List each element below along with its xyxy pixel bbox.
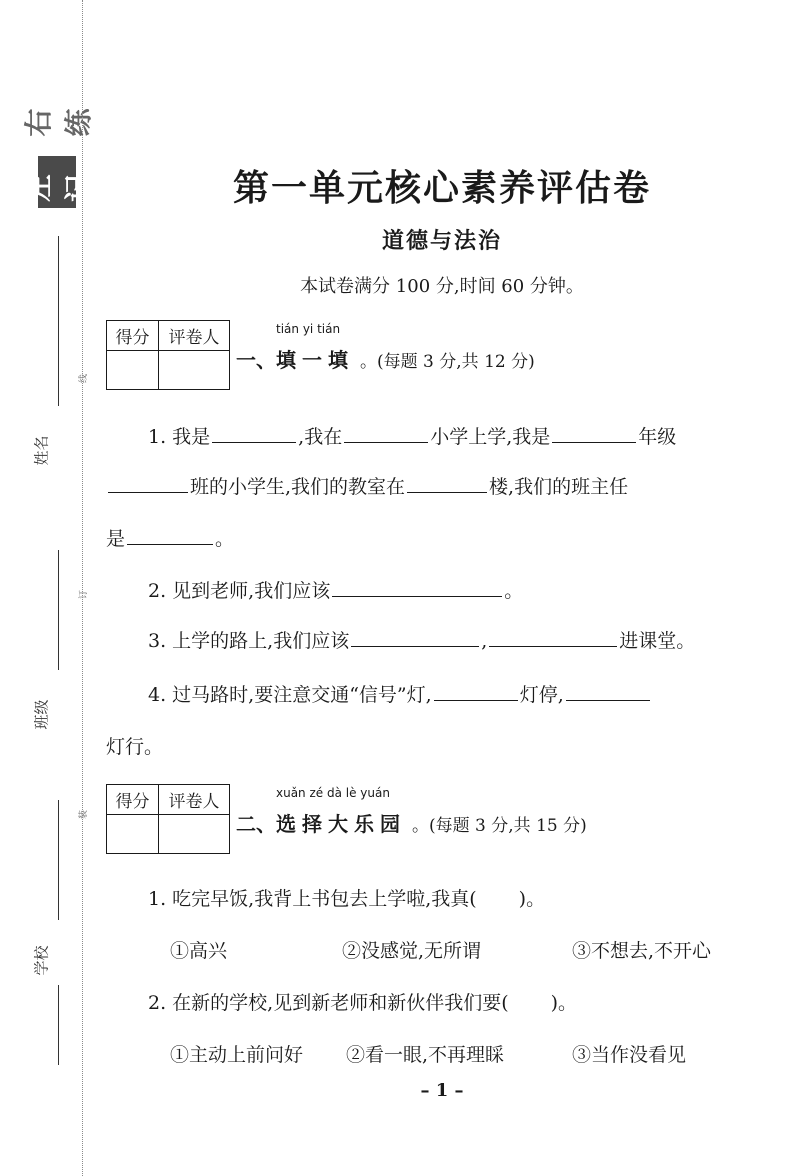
s1-q3-text-a: 3. 上学的路上,我们应该 bbox=[148, 630, 350, 652]
cut-mark-staple: 装 bbox=[79, 809, 90, 820]
brand-part-left: 左记 bbox=[22, 172, 95, 202]
s1-q1-blank-school[interactable] bbox=[344, 422, 428, 443]
s1-q4-blank-stop[interactable] bbox=[434, 680, 518, 701]
s1-q3-blank-1[interactable] bbox=[351, 626, 479, 647]
s1-question-4-line1 bbox=[148, 680, 652, 707]
s2-q1-option-3[interactable]: ③不想去,不开心 bbox=[572, 940, 712, 962]
s2-q2-option-2[interactable]: ②看一眼,不再理睬 bbox=[346, 1044, 505, 1066]
grader-cell[interactable] bbox=[159, 351, 229, 389]
s2-q1-option-2[interactable]: ②没感觉,无所谓 bbox=[342, 940, 482, 962]
s2-q1-stem-a: 1. 吃完早饭,我背上书包去上学啦,我真( bbox=[148, 888, 477, 910]
s2-q2-stem-a: 2. 在新的学校,见到新老师和新伙伴我们要( bbox=[148, 992, 509, 1014]
s1-q1-text-d: 年级 bbox=[638, 426, 677, 448]
brand-part-right: 右练 bbox=[22, 107, 95, 137]
s1-q2-text-a: 2. 见到老师,我们应该 bbox=[148, 580, 331, 602]
s2-q2-options bbox=[170, 1040, 686, 1067]
s2-q2-option-3[interactable]: ③当作没看见 bbox=[572, 1044, 687, 1066]
score-cell[interactable] bbox=[107, 815, 159, 853]
s1-question-1-line3 bbox=[106, 524, 234, 551]
s1-q4-text-a: 4. 过马路时,要注意交通“信号”灯, bbox=[148, 684, 432, 706]
section1-title bbox=[276, 322, 354, 373]
s1-question-1-line2 bbox=[106, 472, 628, 499]
s1-q2-text-b: 。 bbox=[504, 580, 524, 602]
section2-title-text: 选择大乐园 bbox=[276, 812, 406, 836]
section1-pinyin: tián yi tián bbox=[276, 322, 341, 336]
section2-pinyin: xuǎn zé dà lè yuán bbox=[276, 786, 390, 800]
section2-points: 。(每题 3 分,共 15 分) bbox=[412, 816, 587, 836]
s1-q1-text-c: 小学上学,我是 bbox=[430, 426, 551, 448]
s1-question-1-line1 bbox=[148, 422, 676, 449]
s1-q1-text-a: 1. 我是 bbox=[148, 426, 211, 448]
s1-q2-blank[interactable] bbox=[332, 576, 502, 597]
page-number: – 1 – bbox=[420, 1080, 464, 1101]
s1-question-4-line2 bbox=[106, 732, 163, 759]
s1-q1-blank-grade[interactable] bbox=[552, 422, 636, 443]
section2-number: 二、 bbox=[236, 812, 276, 836]
school-write-line[interactable] bbox=[58, 800, 59, 920]
s2-q2-stem-b: )。 bbox=[550, 992, 578, 1014]
exam-title: 第一单元核心素养评估卷 bbox=[232, 167, 651, 209]
s1-q4-blank-go[interactable] bbox=[566, 680, 650, 701]
cut-mark-bind: 订 bbox=[79, 589, 90, 600]
cut-mark-line: 线 bbox=[79, 373, 90, 384]
name-write-line[interactable] bbox=[58, 236, 59, 406]
s1-q1-text-g: 是 bbox=[106, 528, 126, 550]
class-label: 班级 bbox=[32, 699, 51, 730]
s1-question-3 bbox=[148, 626, 695, 653]
s1-q4-text-b: 灯停, bbox=[519, 684, 564, 706]
section1-points: 。(每题 3 分,共 12 分) bbox=[360, 352, 535, 372]
score-label: 得分 bbox=[107, 321, 159, 351]
s1-q1-text-h: 。 bbox=[215, 528, 235, 550]
s1-q1-text-b: ,我在 bbox=[298, 426, 343, 448]
name-label: 姓名 bbox=[32, 435, 51, 466]
s1-q1-blank-class[interactable] bbox=[108, 472, 188, 493]
s2-q2-option-1[interactable]: ①主动上前问好 bbox=[170, 1044, 304, 1066]
s1-q1-blank-teacher[interactable] bbox=[127, 524, 213, 545]
exam-subject: 道德与法治 bbox=[381, 229, 502, 254]
s2-q1-options bbox=[170, 936, 711, 963]
school-label: 学校 bbox=[32, 945, 51, 976]
grader-cell[interactable] bbox=[159, 815, 229, 853]
score-box-section2 bbox=[106, 784, 230, 854]
s1-q1-text-f: 楼,我们的班主任 bbox=[489, 476, 629, 498]
s2-q1-option-1[interactable]: ①高兴 bbox=[170, 940, 228, 962]
section1-number: 一、 bbox=[236, 348, 276, 372]
grader-label: 评卷人 bbox=[159, 321, 229, 351]
s2-question-1 bbox=[148, 884, 545, 911]
score-label: 得分 bbox=[107, 785, 159, 815]
score-cell[interactable] bbox=[107, 351, 159, 389]
exam-note: 本试卷满分 100 分,时间 60 分钟。 bbox=[300, 276, 584, 297]
class-write-line[interactable] bbox=[58, 550, 59, 670]
s1-question-2 bbox=[148, 576, 523, 603]
s1-q3-text-c: 进课堂。 bbox=[619, 630, 696, 652]
score-box-section1 bbox=[106, 320, 230, 390]
s2-q1-stem-b: )。 bbox=[518, 888, 546, 910]
s1-q4-text-c: 灯行。 bbox=[106, 736, 164, 758]
s2-question-2 bbox=[148, 988, 577, 1015]
s1-q3-blank-2[interactable] bbox=[489, 626, 617, 647]
s1-q3-text-b: , bbox=[481, 630, 488, 652]
s1-q1-blank-floor[interactable] bbox=[407, 472, 487, 493]
section1-heading bbox=[236, 322, 535, 373]
section1-title-text: 填一填 bbox=[276, 348, 354, 372]
section2-title bbox=[276, 786, 406, 837]
s1-q1-text-e: 班的小学生,我们的教室在 bbox=[190, 476, 406, 498]
school-write-line-lower bbox=[58, 985, 59, 1065]
s1-q1-blank-name[interactable] bbox=[212, 422, 296, 443]
section2-heading bbox=[236, 786, 587, 837]
brand-part-slash: / bbox=[44, 138, 70, 148]
grader-label: 评卷人 bbox=[159, 785, 229, 815]
